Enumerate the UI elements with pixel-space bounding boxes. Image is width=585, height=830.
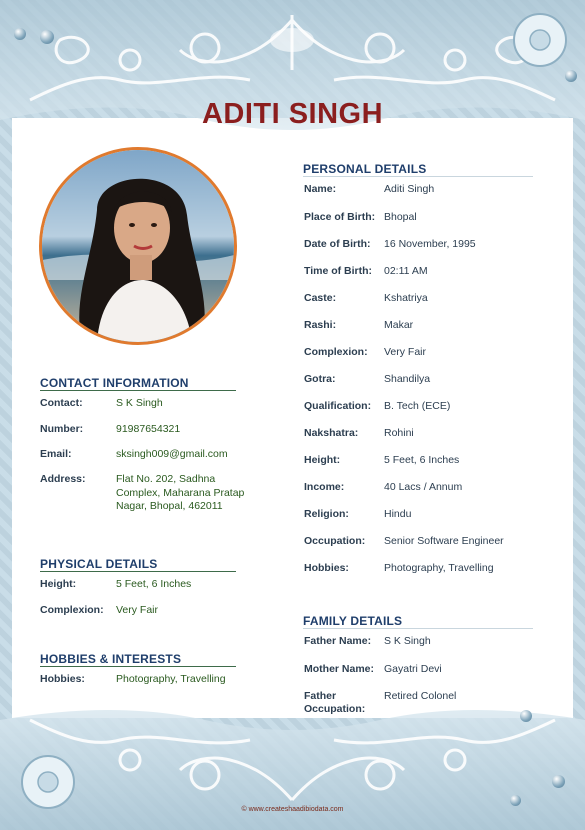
- father-occupation-value: Retired Colonel: [384, 690, 457, 702]
- footer-credit: © www.createshaadibiodata.com: [241, 806, 344, 813]
- flower-ornament-icon: [22, 756, 74, 808]
- personal-label: Qualification:: [304, 400, 372, 412]
- height-value: 5 Feet, 6 Inches: [116, 578, 192, 590]
- mother-name-value: Gayatri Devi: [384, 663, 442, 675]
- address-line: Flat No. 202, Sadhna: [116, 473, 216, 485]
- personal-label: Name:: [304, 183, 337, 195]
- hobbies-label: Hobbies:: [40, 673, 85, 685]
- pearl-ornament-icon: [565, 70, 577, 82]
- number-value: 91987654321: [116, 423, 181, 435]
- pearl-ornament-icon: [520, 710, 532, 722]
- height-label: Height:: [40, 578, 77, 590]
- physical-section-divider: [40, 571, 236, 572]
- personal-label: Gotra:: [304, 373, 336, 385]
- contact-section-divider: [40, 390, 236, 391]
- personal-value: B. Tech (ECE): [384, 400, 451, 412]
- personal-value: Shandilya: [384, 373, 431, 385]
- hobbies-section-title: HOBBIES & INTERESTS: [40, 652, 182, 666]
- personal-label: Date of Birth:: [304, 238, 371, 250]
- personal-label: Height:: [304, 454, 341, 466]
- father-occupation-label: Father: [304, 690, 337, 702]
- contact-value: S K Singh: [116, 397, 163, 409]
- personal-value: Kshatriya: [384, 292, 428, 304]
- personal-section-divider: [303, 176, 533, 177]
- address-line: Nagar, Bhopal, 462011: [116, 500, 223, 512]
- personal-value: Bhopal: [384, 211, 417, 223]
- personal-label: Religion:: [304, 508, 349, 520]
- portrait-photo: [42, 150, 234, 342]
- personal-label: Rashi:: [304, 319, 337, 331]
- personal-label: Complexion:: [304, 346, 368, 358]
- personal-value: Senior Software Engineer: [384, 535, 504, 547]
- personal-label: Time of Birth:: [304, 265, 373, 277]
- personal-label: Income:: [304, 481, 345, 493]
- personal-value: Hindu: [384, 508, 412, 520]
- profile-photo: [39, 147, 237, 345]
- personal-label: Caste:: [304, 292, 337, 304]
- hobbies-section-divider: [40, 666, 236, 667]
- physical-section-title: PHYSICAL DETAILS: [40, 557, 158, 571]
- family-section-divider: [303, 628, 533, 629]
- profile-name: ADITI SINGH: [201, 98, 384, 130]
- contact-label: Contact:: [40, 397, 83, 409]
- personal-value: 02:11 AM: [384, 265, 428, 277]
- father-occupation-label: Occupation:: [304, 703, 366, 715]
- personal-section-title: PERSONAL DETAILS: [303, 162, 427, 176]
- email-label: Email:: [40, 448, 72, 460]
- flower-ornament-icon: [514, 14, 566, 66]
- number-label: Number:: [40, 423, 84, 435]
- personal-value: Makar: [384, 319, 414, 331]
- pearl-ornament-icon: [552, 775, 565, 788]
- mother-name-label: Mother Name:: [304, 663, 375, 675]
- personal-value: 5 Feet, 6 Inches: [384, 454, 460, 466]
- address-line: Complex, Maharana Pratap: [116, 487, 245, 499]
- email-value: sksingh009@gmail.com: [116, 448, 228, 460]
- contact-section-title: CONTACT INFORMATION: [40, 376, 189, 390]
- father-name-label: Father Name:: [304, 635, 372, 647]
- personal-label: Hobbies:: [304, 562, 349, 574]
- personal-label: Place of Birth:: [304, 211, 376, 223]
- personal-label: Nakshatra:: [304, 427, 359, 439]
- personal-value: 16 November, 1995: [384, 238, 476, 250]
- personal-label: Occupation:: [304, 535, 366, 547]
- address-label: Address:: [40, 473, 86, 485]
- pearl-ornament-icon: [510, 795, 521, 806]
- personal-value: Rohini: [384, 427, 414, 439]
- personal-value: Photography, Travelling: [384, 562, 494, 574]
- personal-value: Aditi Singh: [384, 183, 435, 195]
- hobbies-value: Photography, Travelling: [116, 673, 226, 685]
- personal-value: 40 Lacs / Annum: [384, 481, 463, 493]
- personal-value: Very Fair: [384, 346, 427, 358]
- pearl-ornament-icon: [14, 28, 26, 40]
- father-name-value: S K Singh: [384, 635, 431, 647]
- pearl-ornament-icon: [40, 30, 54, 44]
- complexion-value: Very Fair: [116, 604, 159, 616]
- complexion-label: Complexion:: [40, 604, 104, 616]
- family-section-title: FAMILY DETAILS: [303, 614, 403, 628]
